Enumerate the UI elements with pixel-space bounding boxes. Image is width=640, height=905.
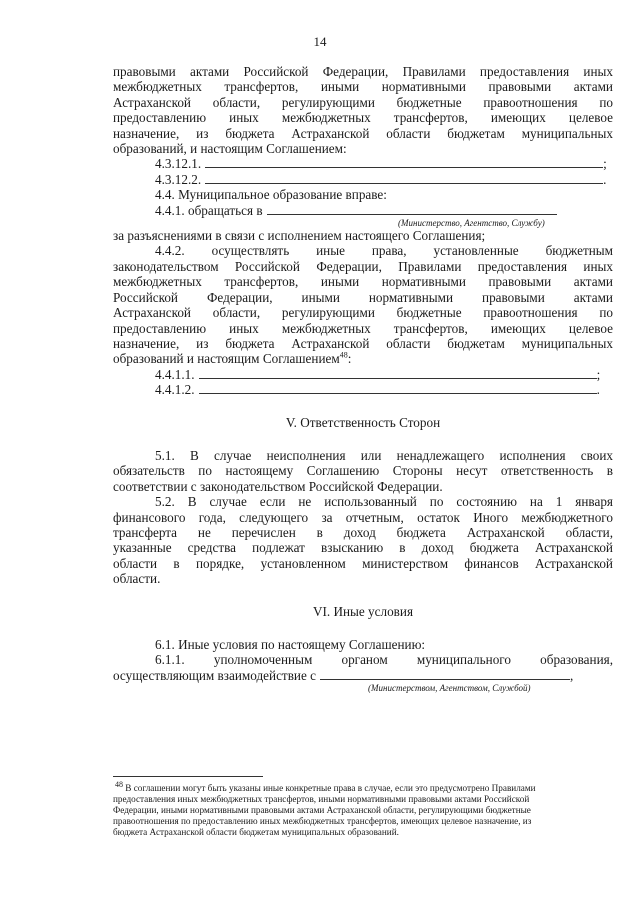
text-line: правовыми актами Российской Федерации, Правилами предоставления иных (113, 64, 613, 79)
footnote-separator (113, 776, 263, 777)
text-line: 5.2. В случае если не использованный по состоянию на 1 января (155, 494, 613, 510)
paragraph-5-1 (113, 448, 613, 494)
footnote-text: Федерации, иными нормативными правовыми актами Астраханской области, регулирующими бюджетные (113, 805, 531, 815)
fill-in-blank (205, 157, 603, 168)
text-line: обязательств по настоящему Соглашению Стороны несут ответственность в (113, 463, 613, 479)
text-line: законодательством Российской Федерации, Правилами предоставления иных (113, 258, 613, 274)
text-line: Астраханской области, регулирующими бюджетные правоотношения по (113, 94, 613, 110)
footnote-reference[interactable]: 48 (339, 350, 348, 360)
item-4-4-1-1 (113, 367, 613, 382)
paragraph-6-1-1 (113, 652, 613, 693)
text-line: 5.1. В случае неисполнения или ненадлежащего исполнения своих (155, 447, 613, 463)
text-line: назначение, из бюджета Астраханской области бюджетам муниципальных (113, 335, 613, 351)
text-line: указанные средства подлежат взысканию в доход бюджета Астраханской (113, 540, 613, 556)
item-number: 4.3.12.2. (155, 171, 202, 187)
fill-in-blank (267, 204, 557, 215)
text-line (113, 351, 613, 366)
text-line: Астраханской области, регулирующими бюджетные правоотношения по (113, 305, 613, 321)
paragraph-5-2 (113, 494, 613, 586)
footnote-text: В соглашении могут быть указаны иные конкретные права в случае, если это предусмотрено Правилами (125, 783, 536, 793)
punctuation: . (596, 382, 600, 398)
paragraph-continued (113, 64, 613, 156)
document-body (113, 64, 613, 693)
text-line: межбюджетных трансфертов, иными нормативными правовыми актами (113, 274, 613, 290)
text-line (113, 668, 613, 683)
fill-in-blank (205, 173, 603, 184)
text-line: трансферта не перечислен в доход бюджета Астраханской области, (113, 524, 613, 540)
punctuation: . (603, 171, 607, 187)
item-4-3-12-1 (113, 156, 613, 171)
text-line: 6.1.1. уполномоченным органом муниципального образования, (155, 652, 613, 668)
text-line: финансового года, следующего за отчетным, остаток Иного межбюджетного (113, 509, 613, 525)
item-4-4: 4.4. Муниципальное образование вправе: (155, 187, 387, 203)
paragraph-6-1: 6.1. Иные условия по настоящему Соглашению: (155, 637, 426, 652)
fill-in-blank (199, 383, 597, 394)
footnote-text: правоотношения по предоставлению иных межбюджетных трансфертов, имеющих целевое назначение, из (113, 816, 532, 826)
text-line: соответствии с законодательством Российской Федерации. (113, 478, 443, 494)
paragraph-4-4-2 (113, 243, 613, 366)
item-number: 4.4.1.2. (155, 382, 195, 398)
punctuation: ; (603, 156, 607, 172)
fill-in-blank (320, 669, 570, 680)
text-line: за разъяснениями в связи с исполнением настоящего Соглашения; (113, 228, 486, 244)
text-line: назначение, из бюджета Астраханской области бюджетам муниципальных (113, 125, 613, 141)
item-4-4-1 (113, 203, 613, 218)
text-line: образований, и настоящим Соглашением: (113, 141, 347, 157)
field-hint: (Министерством, Агентством, Службой) (368, 683, 531, 694)
text-line: 4.4.2. осуществлять иные права, установленные бюджетным (155, 243, 613, 259)
text-line: Российской Федерации, иными нормативными правовыми актами (113, 289, 613, 305)
footnote-mark: 48 (115, 779, 123, 789)
text-line: области. (113, 571, 161, 587)
footnote (113, 779, 615, 838)
text-line: межбюджетных трансфертов, иными нормативными правовыми актами (113, 79, 613, 95)
punctuation: ; (596, 366, 601, 382)
item-4-4-1-2 (113, 382, 613, 397)
item-4-3-12-2 (113, 172, 613, 187)
text-line: области в порядке, установленном министерством финансов Астраханской (113, 555, 613, 571)
item-number: 4.4.1.1. (155, 366, 195, 382)
item-number: 4.3.12.1. (155, 156, 202, 172)
punctuation: , (569, 667, 574, 683)
punctuation: : (347, 351, 352, 367)
fill-in-blank (199, 368, 597, 379)
field-hint: (Министерство, Агентство, Службу) (398, 218, 545, 229)
page-number: 14 (313, 34, 327, 49)
footnote-text: предоставления иных межбюджетных трансфертов, иными нормативными правовыми актами Российской (113, 794, 530, 804)
item-text: 4.4.1. обращаться в (155, 202, 263, 218)
text-line: предоставлению иных межбюджетных трансфертов, имеющих целевое (113, 320, 613, 336)
text-span: образований и настоящим Соглашением (113, 351, 340, 367)
section-heading-v: V. Ответственность Сторон (285, 414, 441, 430)
text-line: предоставлению иных межбюджетных трансфертов, имеющих целевое (113, 110, 613, 126)
text-span: осуществляющим взаимодействие с (113, 667, 316, 683)
footnote-text: бюджета Астраханской области бюджетам муниципальных образований. (113, 827, 399, 837)
section-heading-vi: VI. Иные условия (312, 603, 414, 619)
